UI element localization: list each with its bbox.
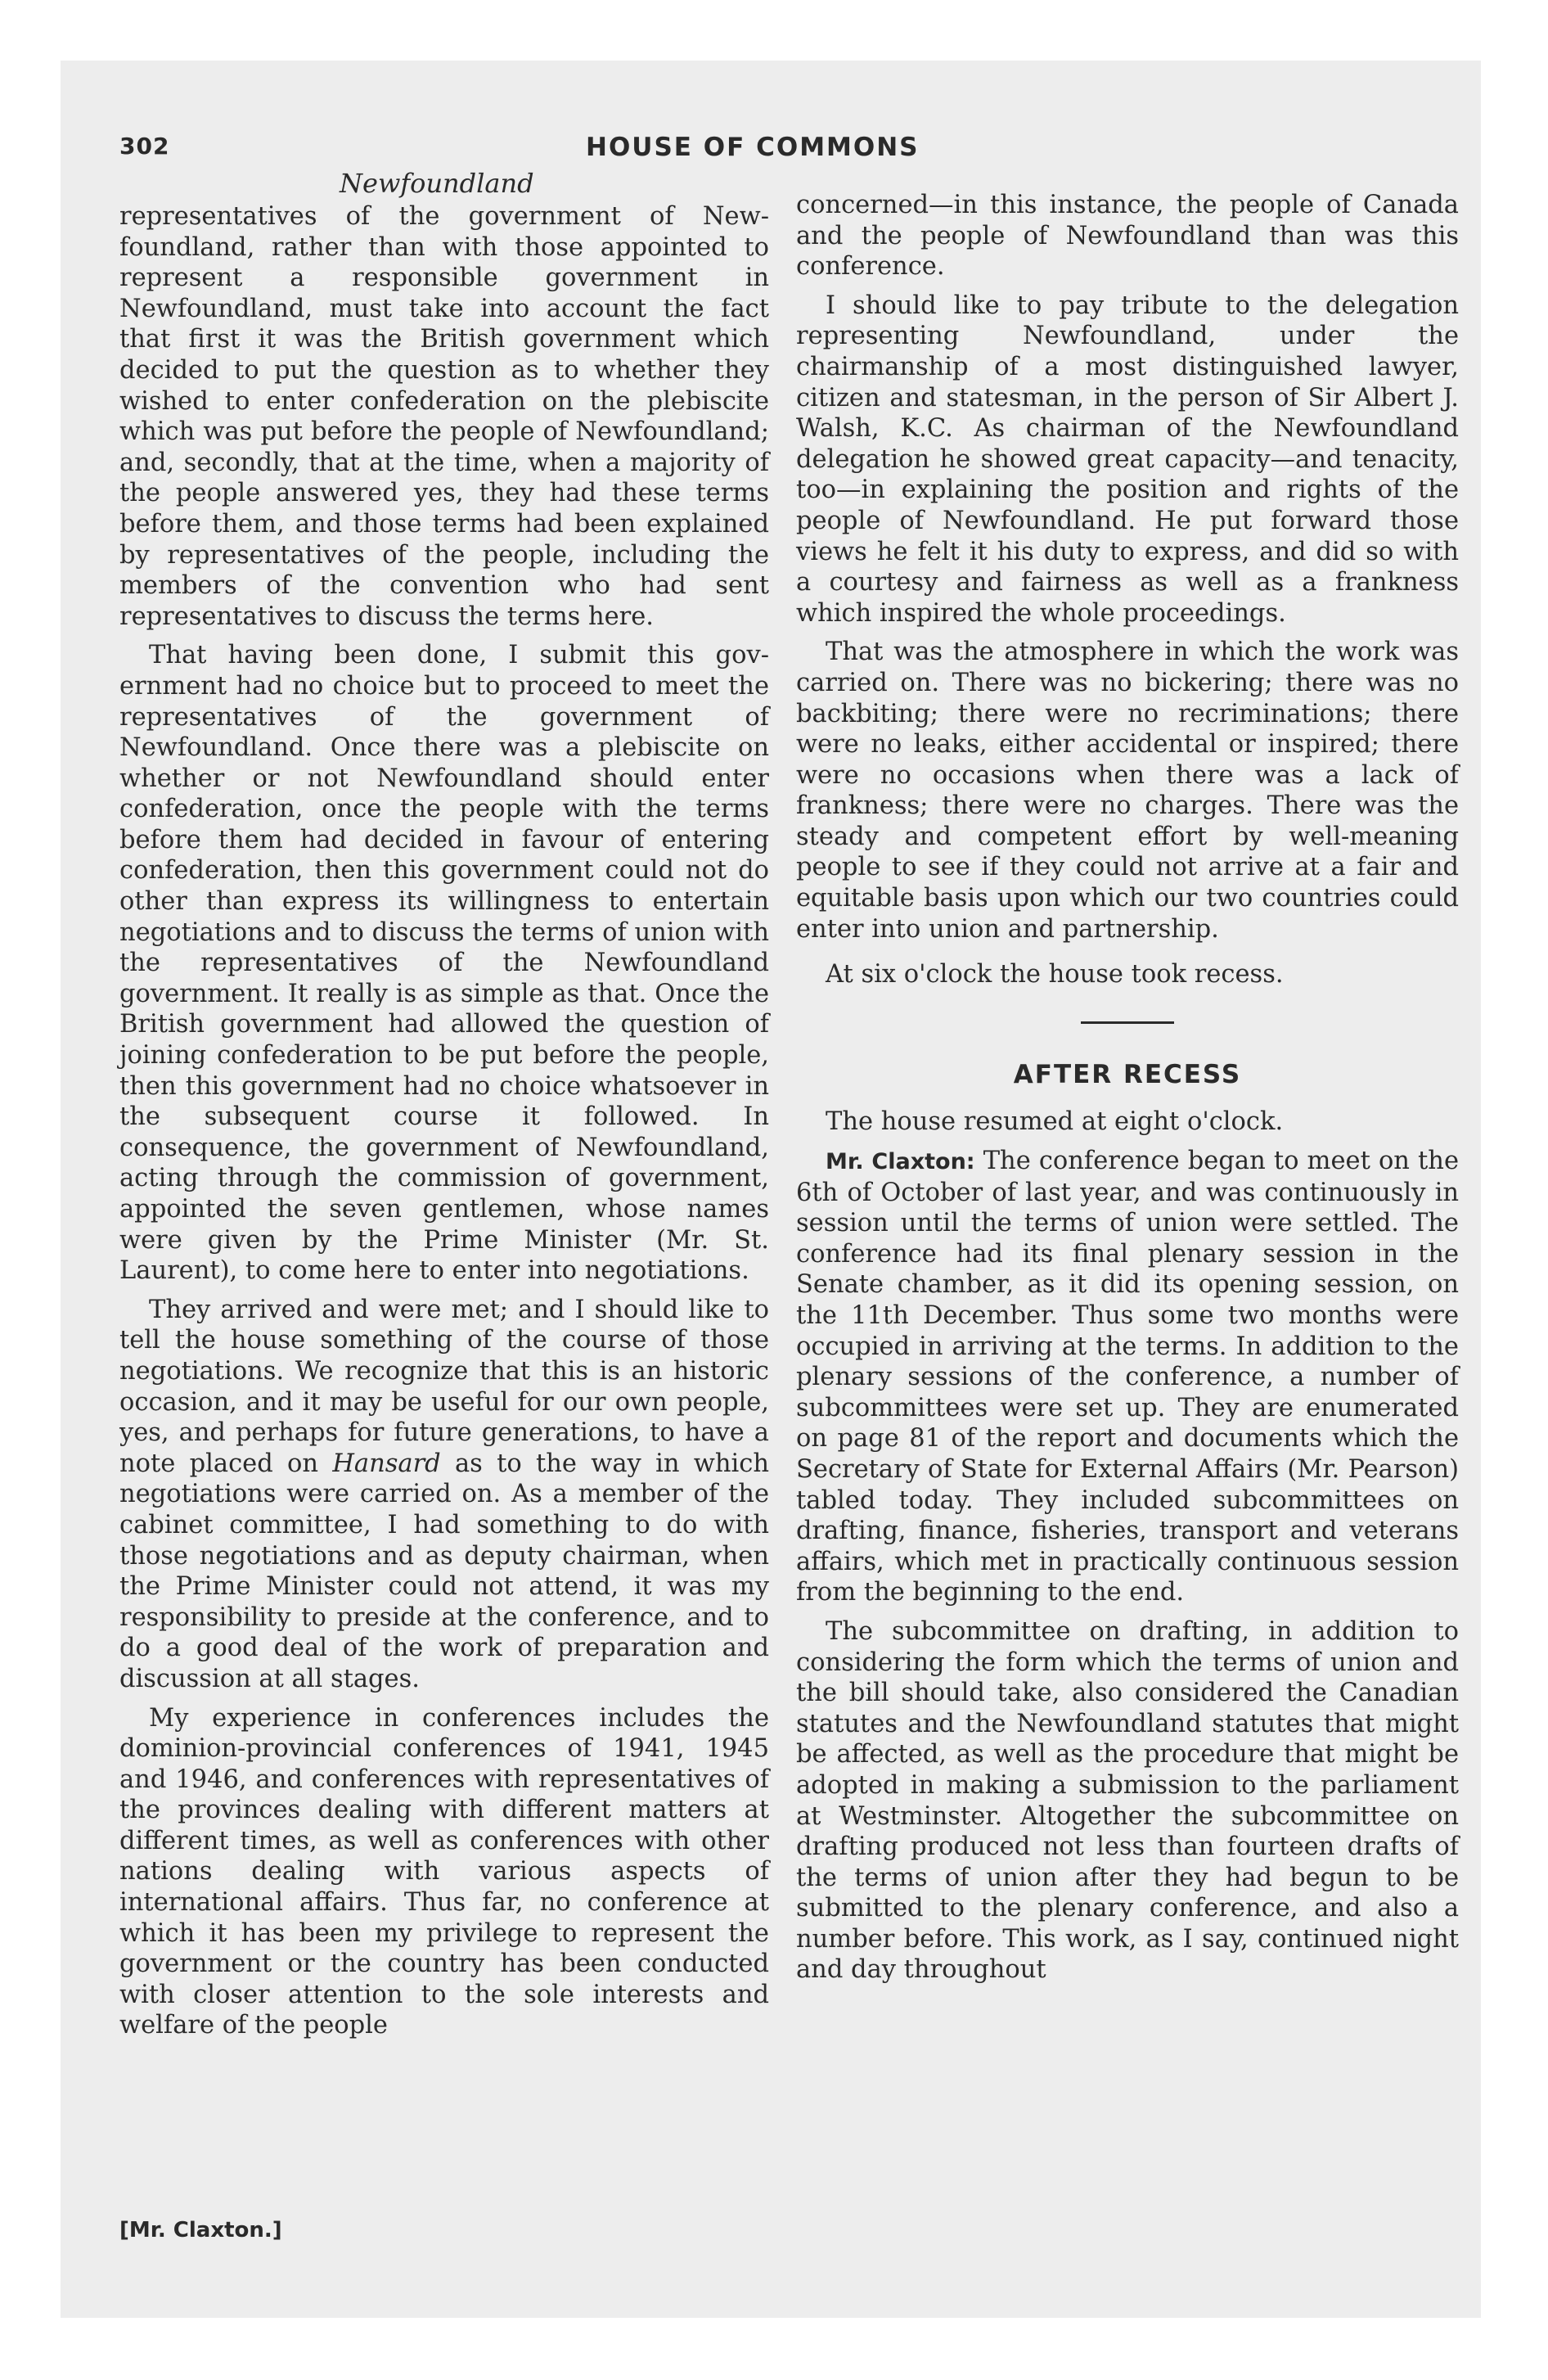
footer-speaker-tag: [Mr. Claxton.]: [119, 2218, 282, 2243]
left-paragraph-3: [119, 1295, 769, 1695]
speaker-label: Mr. Claxton:: [826, 1149, 975, 1175]
page-header: [119, 133, 1453, 169]
section-heading: AFTER RECESS: [1013, 1059, 1242, 1089]
right-paragraph-3: That was the atmosphere in which the work was carried on. There was no bickering; there was no backbiting; there were no recriminations; there were no leaks, either accidental or inspired; there were no occasions when there was a lack of frankness; there were no charges. There was the steady and competent effort by well-meaning people to see if they could not arrive at a fair and equitable basis upon which our two countries could enter into union and partnership.: [796, 638, 1459, 944]
section-divider: [1081, 1021, 1174, 1024]
left-paragraph-4: My experience in conferences includes the dominion-provincial conferences of 1941, 1945 and 1946, and conferences with representatives of the provinces dealing with different matters at different times, as well as conferences with other nations dealing with various aspects of international affairs. Thus far, no conference at which it has been my privilege to represent the government or the country has been conducted with closer attention to the sole interests and welfare of the people: [119, 1703, 769, 2040]
page-number: 302: [119, 133, 170, 160]
right-paragraph-5: The subcommittee on drafting, in addition to considering the form which the terms of union and the bill should take, also considered the Canadian statutes and the Newfoundland statutes that might be affected, as well as the procedure that might be adopted in making a submission to the parliament at Westminster. Altogether the subcommittee on drafting produced not less than fourteen drafts of the terms of union after they had begun to be submitted to the plenary conference, and also a number before. This work, as I say, continued night and day throughout: [796, 1616, 1459, 1985]
left-paragraph-1: representatives of the government of Newfoundland, rather than with those appointed to represent a responsible government in Newfoundland, must take into account the fact that first it was the British government which decided to put the question as to whether they wished to enter confederation on the plebiscite which was put before the people of Newfoundland; and, secondly, that at the time, when a majority of the people answered yes, they had these terms before them, and those terms had been explained by representatives of the people, including the members of the convention who had sent representatives to discuss the terms here.: [119, 202, 769, 631]
right-paragraph-4: [796, 1146, 1459, 1608]
left-paragraph-3-text-b: as to the way in which negotiations were carried on. As a member of the cabinet committee, I had something to do with those negotiations and as deputy chairman, when the Prime Minister could not attend, it was my responsibility to preside at the conference, and to do a good deal of the work of preparation and discussion at all stages.: [119, 1449, 769, 1693]
running-head: HOUSE OF COMMONS: [586, 133, 920, 162]
right-paragraph-2: I should like to pay tribute to the delegation representing Newfoundland, under the chairmanship of a most distinguished lawyer, citizen and statesman, in the person of Sir Albert J. Walsh, K.C. As chairman of the Newfoundland delegation he showed great capacity—and tenacity, too—in explaining the position and rights of the people of Newfoundland. He put forward those views he felt it his duty to express, and did so with a courtesy and fairness as well as a frankness which inspired the whole proceedings.: [796, 291, 1459, 628]
left-column: [119, 201, 769, 2049]
right-paragraph-1: concerned—in this instance, the people of Canada and the people of Newfoundland than was this conference.: [796, 191, 1459, 282]
resumed-note: The house resumed at eight o'clock.: [826, 1107, 1284, 1137]
hansard-reference: Hansard: [332, 1449, 441, 1478]
right-paragraph-4-text: The conference began to meet on the 6th of October of last year, and was continuously in session until the terms of union were settled. The conference had its final plenary session in the Senate chamber, as it did its opening session, on the 11th December. Thus some two months were occupied in arriving at the terms. In addition to the plenary sessions of the conference, a number of subcommittees were set up. They are enumerated on page 81 of the report and documents which the Secretary of State for External Affairs (Mr. Pearson) tabled today. They included subcommittees on drafting, finance, fisheries, transport and veterans affairs, which met in practically continuous session from the beginning to the end.: [796, 1147, 1460, 1607]
right-column: [796, 190, 1459, 1994]
recess-note: At six o'clock the house took recess.: [826, 960, 1284, 989]
left-paragraph-3-text-a: They arrived and were met; and I should like to tell the house something of the course of those negotiations. We recognize that this is an historic occasion, and it may be useful for our own people, yes, and perhaps for future generations, to have a note placed on: [119, 1295, 769, 1478]
section-subject: Newfoundland: [340, 168, 534, 199]
left-paragraph-2: That having been done, I submit this government had no choice but to proceed to meet the representatives of the government of Newfoundland. Once there was a plebiscite on whether or not Newfoundland should enter confederation, once the people with the terms before them had decided in favour of entering confederation, then this government could not do other than express its willingness to entertain negotiations and to discuss the terms of union with the representatives of the Newfoundland government. It really is as simple as that. Once the British government had allowed the question of joining confederation to be put before the people, then this government had no choice whatsoever in the subsequent course it followed. In consequence, the government of Newfoundland, acting through the commission of government, appointed the seven gentlemen, whose names were given by the Prime Minister (Mr. St. Laurent), to come here to enter into negotiations.: [119, 641, 769, 1286]
